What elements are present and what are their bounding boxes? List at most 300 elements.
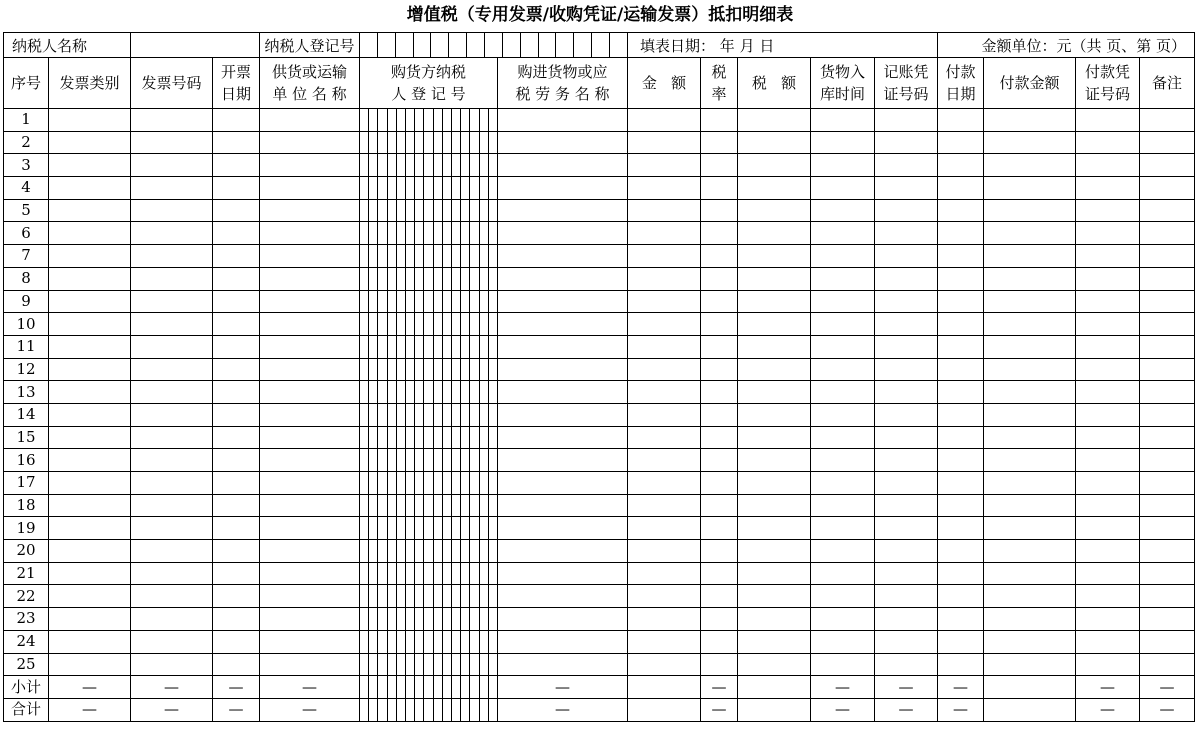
reg-digit-box[interactable] — [479, 200, 488, 222]
reg-digit-box[interactable] — [377, 563, 386, 585]
reg-digit-box[interactable] — [433, 608, 442, 630]
reg-digit-box[interactable] — [460, 177, 469, 199]
table-cell[interactable] — [984, 403, 1076, 426]
reg-digit-box[interactable] — [442, 154, 451, 176]
reg-digit-box[interactable] — [377, 472, 386, 494]
reg-digit-box[interactable] — [520, 33, 538, 57]
reg-digit-box[interactable] — [488, 654, 497, 676]
reg-digit-box[interactable] — [469, 449, 478, 471]
table-cell[interactable] — [498, 154, 628, 177]
reg-digit-box[interactable] — [451, 177, 460, 199]
reg-digit-box[interactable] — [423, 676, 432, 698]
reg-digit-box[interactable] — [387, 540, 396, 562]
reg-digit-box[interactable] — [442, 177, 451, 199]
table-cell[interactable] — [498, 267, 628, 290]
reg-digit-box[interactable] — [405, 109, 414, 131]
reg-digit-box[interactable] — [442, 495, 451, 517]
table-cell[interactable] — [260, 630, 360, 653]
reg-digit-box[interactable] — [488, 517, 497, 539]
reg-digit-box[interactable] — [414, 291, 423, 313]
table-cell[interactable] — [1076, 267, 1140, 290]
reg-digit-box[interactable] — [405, 585, 414, 607]
table-cell[interactable] — [811, 109, 875, 132]
buyer-reg-cell[interactable] — [360, 676, 498, 699]
table-cell[interactable] — [49, 608, 131, 631]
reg-digit-box[interactable] — [442, 109, 451, 131]
table-cell[interactable] — [938, 426, 984, 449]
reg-digit-box[interactable] — [387, 427, 396, 449]
table-cell[interactable] — [875, 313, 938, 336]
reg-digit-box[interactable] — [442, 654, 451, 676]
reg-digit-box[interactable] — [387, 381, 396, 403]
reg-digit-box[interactable] — [387, 472, 396, 494]
reg-digit-box[interactable] — [488, 177, 497, 199]
reg-digit-box[interactable] — [377, 517, 386, 539]
table-cell[interactable] — [131, 472, 213, 495]
table-cell[interactable] — [811, 154, 875, 177]
table-cell[interactable] — [738, 290, 811, 313]
reg-digit-box[interactable] — [460, 472, 469, 494]
reg-digit-box[interactable] — [377, 359, 386, 381]
reg-digit-box[interactable] — [360, 313, 368, 335]
reg-digit-box[interactable] — [451, 472, 460, 494]
table-cell[interactable] — [1140, 335, 1195, 358]
table-cell[interactable] — [213, 290, 260, 313]
table-cell[interactable] — [875, 449, 938, 472]
reg-digit-box[interactable] — [442, 245, 451, 267]
reg-digit-box[interactable] — [387, 585, 396, 607]
table-cell[interactable] — [875, 358, 938, 381]
reg-digit-box[interactable] — [451, 449, 460, 471]
reg-digit-box[interactable] — [405, 268, 414, 290]
table-cell[interactable] — [498, 131, 628, 154]
reg-digit-box[interactable] — [360, 699, 368, 721]
reg-digit-box[interactable] — [405, 631, 414, 653]
reg-digit-box[interactable] — [368, 313, 377, 335]
reg-digit-box[interactable] — [460, 245, 469, 267]
table-cell[interactable] — [811, 585, 875, 608]
table-cell[interactable] — [498, 335, 628, 358]
table-cell[interactable] — [49, 494, 131, 517]
reg-digit-box[interactable] — [368, 654, 377, 676]
reg-digit-box[interactable] — [368, 699, 377, 721]
table-cell[interactable] — [738, 676, 811, 699]
table-cell[interactable] — [1076, 177, 1140, 200]
table-cell[interactable] — [984, 494, 1076, 517]
reg-digit-box[interactable] — [423, 154, 432, 176]
reg-digit-box[interactable] — [479, 313, 488, 335]
reg-digit-box[interactable] — [387, 313, 396, 335]
reg-digit-box[interactable] — [414, 699, 423, 721]
table-cell[interactable] — [213, 403, 260, 426]
reg-digit-box[interactable] — [405, 200, 414, 222]
buyer-reg-cell[interactable] — [360, 585, 498, 608]
reg-digit-box[interactable] — [396, 154, 405, 176]
reg-digit-box[interactable] — [442, 449, 451, 471]
reg-digit-box[interactable] — [405, 177, 414, 199]
table-cell[interactable] — [938, 562, 984, 585]
table-cell[interactable] — [875, 630, 938, 653]
table-cell[interactable] — [738, 540, 811, 563]
buyer-reg-cell[interactable] — [360, 403, 498, 426]
table-cell[interactable] — [131, 540, 213, 563]
reg-digit-box[interactable] — [479, 404, 488, 426]
table-cell[interactable] — [811, 540, 875, 563]
table-cell[interactable] — [701, 403, 738, 426]
buyer-reg-cell[interactable] — [360, 222, 498, 245]
reg-digit-box[interactable] — [488, 427, 497, 449]
table-cell[interactable] — [498, 494, 628, 517]
reg-digit-box[interactable] — [377, 381, 386, 403]
reg-digit-box[interactable] — [479, 268, 488, 290]
reg-digit-box[interactable] — [451, 381, 460, 403]
table-cell[interactable] — [984, 222, 1076, 245]
reg-digit-box[interactable] — [451, 631, 460, 653]
table-cell[interactable] — [131, 290, 213, 313]
table-cell[interactable] — [131, 585, 213, 608]
reg-digit-box[interactable] — [423, 495, 432, 517]
table-cell[interactable] — [1140, 540, 1195, 563]
table-cell[interactable] — [131, 449, 213, 472]
reg-digit-box[interactable] — [423, 631, 432, 653]
reg-digit-box[interactable] — [423, 699, 432, 721]
table-cell[interactable] — [628, 245, 701, 268]
table-cell[interactable] — [1140, 472, 1195, 495]
table-cell[interactable] — [811, 562, 875, 585]
reg-digit-box[interactable] — [360, 359, 368, 381]
reg-digit-box[interactable] — [405, 381, 414, 403]
table-cell[interactable] — [213, 245, 260, 268]
reg-digit-box[interactable] — [368, 563, 377, 585]
reg-digit-box[interactable] — [405, 540, 414, 562]
reg-digit-box[interactable] — [469, 291, 478, 313]
reg-digit-box[interactable] — [377, 268, 386, 290]
reg-digit-box[interactable] — [469, 540, 478, 562]
table-cell[interactable] — [213, 426, 260, 449]
reg-digit-box[interactable] — [377, 109, 386, 131]
table-cell[interactable] — [984, 358, 1076, 381]
reg-digit-box[interactable] — [387, 222, 396, 244]
table-cell[interactable] — [131, 358, 213, 381]
buyer-reg-cell[interactable] — [360, 381, 498, 404]
reg-digit-box[interactable] — [451, 154, 460, 176]
reg-digit-box[interactable] — [423, 427, 432, 449]
reg-digit-box[interactable] — [414, 177, 423, 199]
table-cell[interactable] — [875, 562, 938, 585]
reg-digit-box[interactable] — [442, 676, 451, 698]
reg-digit-box[interactable] — [396, 472, 405, 494]
table-cell[interactable] — [628, 494, 701, 517]
buyer-reg-cell[interactable] — [360, 630, 498, 653]
table-cell[interactable] — [49, 540, 131, 563]
reg-digit-box[interactable] — [423, 517, 432, 539]
table-cell[interactable] — [213, 630, 260, 653]
table-cell[interactable] — [738, 653, 811, 676]
reg-digit-box[interactable] — [414, 154, 423, 176]
reg-digit-box[interactable] — [387, 132, 396, 154]
reg-digit-box[interactable] — [377, 631, 386, 653]
reg-digit-box[interactable] — [479, 427, 488, 449]
table-cell[interactable] — [628, 177, 701, 200]
table-cell[interactable] — [213, 109, 260, 132]
reg-digit-box[interactable] — [395, 33, 413, 57]
table-cell[interactable] — [49, 177, 131, 200]
table-cell[interactable] — [1140, 222, 1195, 245]
table-cell[interactable] — [984, 426, 1076, 449]
reg-digit-box[interactable] — [460, 563, 469, 585]
table-cell[interactable] — [1140, 245, 1195, 268]
reg-digit-box[interactable] — [396, 676, 405, 698]
table-cell[interactable] — [701, 449, 738, 472]
reg-digit-box[interactable] — [368, 517, 377, 539]
reg-digit-box[interactable] — [405, 222, 414, 244]
reg-digit-box[interactable] — [433, 517, 442, 539]
table-cell[interactable] — [1140, 177, 1195, 200]
table-cell[interactable] — [260, 403, 360, 426]
table-cell[interactable] — [938, 313, 984, 336]
table-cell[interactable] — [984, 562, 1076, 585]
reg-digit-box[interactable] — [368, 472, 377, 494]
table-cell[interactable] — [1076, 290, 1140, 313]
table-cell[interactable] — [701, 562, 738, 585]
table-cell[interactable] — [628, 335, 701, 358]
reg-digit-box[interactable] — [423, 608, 432, 630]
table-cell[interactable] — [131, 313, 213, 336]
table-cell[interactable] — [875, 517, 938, 540]
reg-digit-box[interactable] — [423, 268, 432, 290]
table-cell[interactable] — [1140, 608, 1195, 631]
reg-digit-box[interactable] — [479, 245, 488, 267]
reg-digit-box[interactable] — [360, 676, 368, 698]
table-cell[interactable] — [49, 199, 131, 222]
table-cell[interactable] — [875, 131, 938, 154]
reg-digit-box[interactable] — [479, 336, 488, 358]
reg-digit-box[interactable] — [479, 495, 488, 517]
reg-digit-box[interactable] — [479, 608, 488, 630]
table-cell[interactable] — [938, 335, 984, 358]
table-cell[interactable] — [938, 154, 984, 177]
table-cell[interactable] — [260, 426, 360, 449]
table-cell[interactable] — [811, 358, 875, 381]
reg-digit-box[interactable] — [360, 540, 368, 562]
table-cell[interactable] — [701, 131, 738, 154]
table-cell[interactable] — [738, 698, 811, 721]
reg-digit-box[interactable] — [368, 109, 377, 131]
reg-digit-box[interactable] — [451, 200, 460, 222]
reg-digit-box[interactable] — [377, 33, 395, 57]
reg-digit-box[interactable] — [460, 654, 469, 676]
reg-digit-box[interactable] — [377, 608, 386, 630]
table-cell[interactable] — [628, 290, 701, 313]
reg-digit-box[interactable] — [433, 268, 442, 290]
reg-digit-box[interactable] — [368, 585, 377, 607]
reg-digit-box[interactable] — [442, 585, 451, 607]
table-cell[interactable] — [938, 267, 984, 290]
reg-digit-box[interactable] — [405, 154, 414, 176]
table-cell[interactable] — [738, 608, 811, 631]
reg-digit-box[interactable] — [368, 359, 377, 381]
reg-digit-box[interactable] — [469, 585, 478, 607]
reg-digit-box[interactable] — [414, 404, 423, 426]
table-cell[interactable] — [1076, 154, 1140, 177]
table-cell[interactable] — [260, 154, 360, 177]
reg-digit-box[interactable] — [377, 654, 386, 676]
table-cell[interactable] — [49, 381, 131, 404]
reg-digit-box[interactable] — [414, 245, 423, 267]
table-cell[interactable] — [875, 540, 938, 563]
reg-digit-box[interactable] — [451, 563, 460, 585]
reg-digit-box[interactable] — [460, 404, 469, 426]
reg-digit-box[interactable] — [469, 404, 478, 426]
reg-digit-box[interactable] — [414, 563, 423, 585]
reg-digit-box[interactable] — [387, 177, 396, 199]
reg-digit-box[interactable] — [423, 222, 432, 244]
reg-digit-box[interactable] — [368, 676, 377, 698]
table-cell[interactable] — [1076, 358, 1140, 381]
table-cell[interactable] — [938, 494, 984, 517]
table-cell[interactable] — [984, 540, 1076, 563]
reg-digit-box[interactable] — [460, 109, 469, 131]
table-cell[interactable] — [738, 494, 811, 517]
reg-digit-box[interactable] — [460, 540, 469, 562]
reg-digit-box[interactable] — [387, 336, 396, 358]
reg-digit-box[interactable] — [469, 381, 478, 403]
reg-digit-box[interactable] — [414, 631, 423, 653]
reg-digit-box[interactable] — [377, 540, 386, 562]
reg-digit-box[interactable] — [460, 495, 469, 517]
reg-digit-box[interactable] — [460, 427, 469, 449]
reg-digit-box[interactable] — [405, 563, 414, 585]
table-cell[interactable] — [1076, 653, 1140, 676]
reg-digit-box[interactable] — [469, 676, 478, 698]
table-cell[interactable] — [49, 335, 131, 358]
reg-digit-box[interactable] — [360, 291, 368, 313]
table-cell[interactable] — [875, 109, 938, 132]
reg-digit-box[interactable] — [479, 676, 488, 698]
reg-digit-box[interactable] — [368, 608, 377, 630]
reg-digit-box[interactable] — [460, 313, 469, 335]
reg-digit-box[interactable] — [451, 336, 460, 358]
table-cell[interactable] — [984, 154, 1076, 177]
reg-digit-box[interactable] — [377, 336, 386, 358]
reg-digit-box[interactable] — [442, 608, 451, 630]
table-cell[interactable] — [984, 313, 1076, 336]
buyer-reg-cell[interactable] — [360, 540, 498, 563]
table-cell[interactable] — [738, 472, 811, 495]
buyer-reg-cell[interactable] — [360, 494, 498, 517]
table-cell[interactable] — [875, 653, 938, 676]
reg-digit-box[interactable] — [368, 200, 377, 222]
table-cell[interactable] — [738, 154, 811, 177]
buyer-reg-cell[interactable] — [360, 562, 498, 585]
reg-digit-box[interactable] — [573, 33, 591, 57]
reg-digit-box[interactable] — [396, 132, 405, 154]
buyer-reg-cell[interactable] — [360, 177, 498, 200]
table-cell[interactable] — [498, 426, 628, 449]
table-cell[interactable] — [984, 290, 1076, 313]
table-cell[interactable] — [49, 630, 131, 653]
reg-digit-box[interactable] — [469, 109, 478, 131]
table-cell[interactable] — [811, 313, 875, 336]
table-cell[interactable] — [938, 381, 984, 404]
reg-digit-box[interactable] — [396, 654, 405, 676]
reg-digit-box[interactable] — [488, 585, 497, 607]
table-cell[interactable] — [811, 653, 875, 676]
buyer-reg-cell[interactable] — [360, 358, 498, 381]
reg-digit-box[interactable] — [360, 336, 368, 358]
buyer-reg-cell[interactable] — [360, 653, 498, 676]
table-cell[interactable] — [131, 177, 213, 200]
reg-digit-box[interactable] — [460, 699, 469, 721]
table-cell[interactable] — [701, 222, 738, 245]
reg-digit-box[interactable] — [502, 33, 520, 57]
table-cell[interactable] — [738, 358, 811, 381]
table-cell[interactable] — [1076, 335, 1140, 358]
reg-digit-box[interactable] — [433, 109, 442, 131]
reg-digit-box[interactable] — [368, 404, 377, 426]
reg-digit-box[interactable] — [360, 268, 368, 290]
table-cell[interactable] — [131, 517, 213, 540]
reg-digit-box[interactable] — [414, 676, 423, 698]
reg-digit-box[interactable] — [360, 381, 368, 403]
table-cell[interactable] — [811, 472, 875, 495]
reg-digit-box[interactable] — [451, 699, 460, 721]
table-cell[interactable] — [49, 358, 131, 381]
reg-digit-box[interactable] — [469, 427, 478, 449]
reg-digit-box[interactable] — [414, 654, 423, 676]
table-cell[interactable] — [984, 199, 1076, 222]
table-cell[interactable] — [260, 109, 360, 132]
table-cell[interactable] — [701, 177, 738, 200]
table-cell[interactable] — [811, 381, 875, 404]
reg-digit-box[interactable] — [387, 699, 396, 721]
table-cell[interactable] — [1076, 630, 1140, 653]
reg-digit-box[interactable] — [433, 359, 442, 381]
reg-digit-box[interactable] — [433, 404, 442, 426]
reg-digit-box[interactable] — [479, 154, 488, 176]
reg-digit-box[interactable] — [414, 200, 423, 222]
table-cell[interactable] — [498, 630, 628, 653]
table-cell[interactable] — [498, 358, 628, 381]
reg-digit-box[interactable] — [469, 631, 478, 653]
table-cell[interactable] — [1076, 540, 1140, 563]
reg-digit-box[interactable] — [433, 563, 442, 585]
table-cell[interactable] — [498, 653, 628, 676]
table-cell[interactable] — [1076, 426, 1140, 449]
buyer-reg-cell[interactable] — [360, 335, 498, 358]
table-cell[interactable] — [49, 585, 131, 608]
table-cell[interactable] — [213, 449, 260, 472]
reg-digit-box[interactable] — [414, 313, 423, 335]
buyer-reg-cell[interactable] — [360, 290, 498, 313]
reg-digit-box[interactable] — [368, 132, 377, 154]
reg-digit-box[interactable] — [451, 245, 460, 267]
reg-digit-box[interactable] — [469, 699, 478, 721]
reg-digit-box[interactable] — [442, 381, 451, 403]
table-cell[interactable] — [131, 653, 213, 676]
reg-digit-box[interactable] — [442, 336, 451, 358]
reg-digit-box[interactable] — [460, 517, 469, 539]
reg-digit-box[interactable] — [396, 495, 405, 517]
table-cell[interactable] — [260, 653, 360, 676]
table-cell[interactable] — [260, 517, 360, 540]
table-cell[interactable] — [811, 426, 875, 449]
table-cell[interactable] — [260, 381, 360, 404]
table-cell[interactable] — [260, 222, 360, 245]
reg-digit-box[interactable] — [360, 427, 368, 449]
reg-digit-box[interactable] — [488, 495, 497, 517]
buyer-reg-cell[interactable] — [360, 472, 498, 495]
